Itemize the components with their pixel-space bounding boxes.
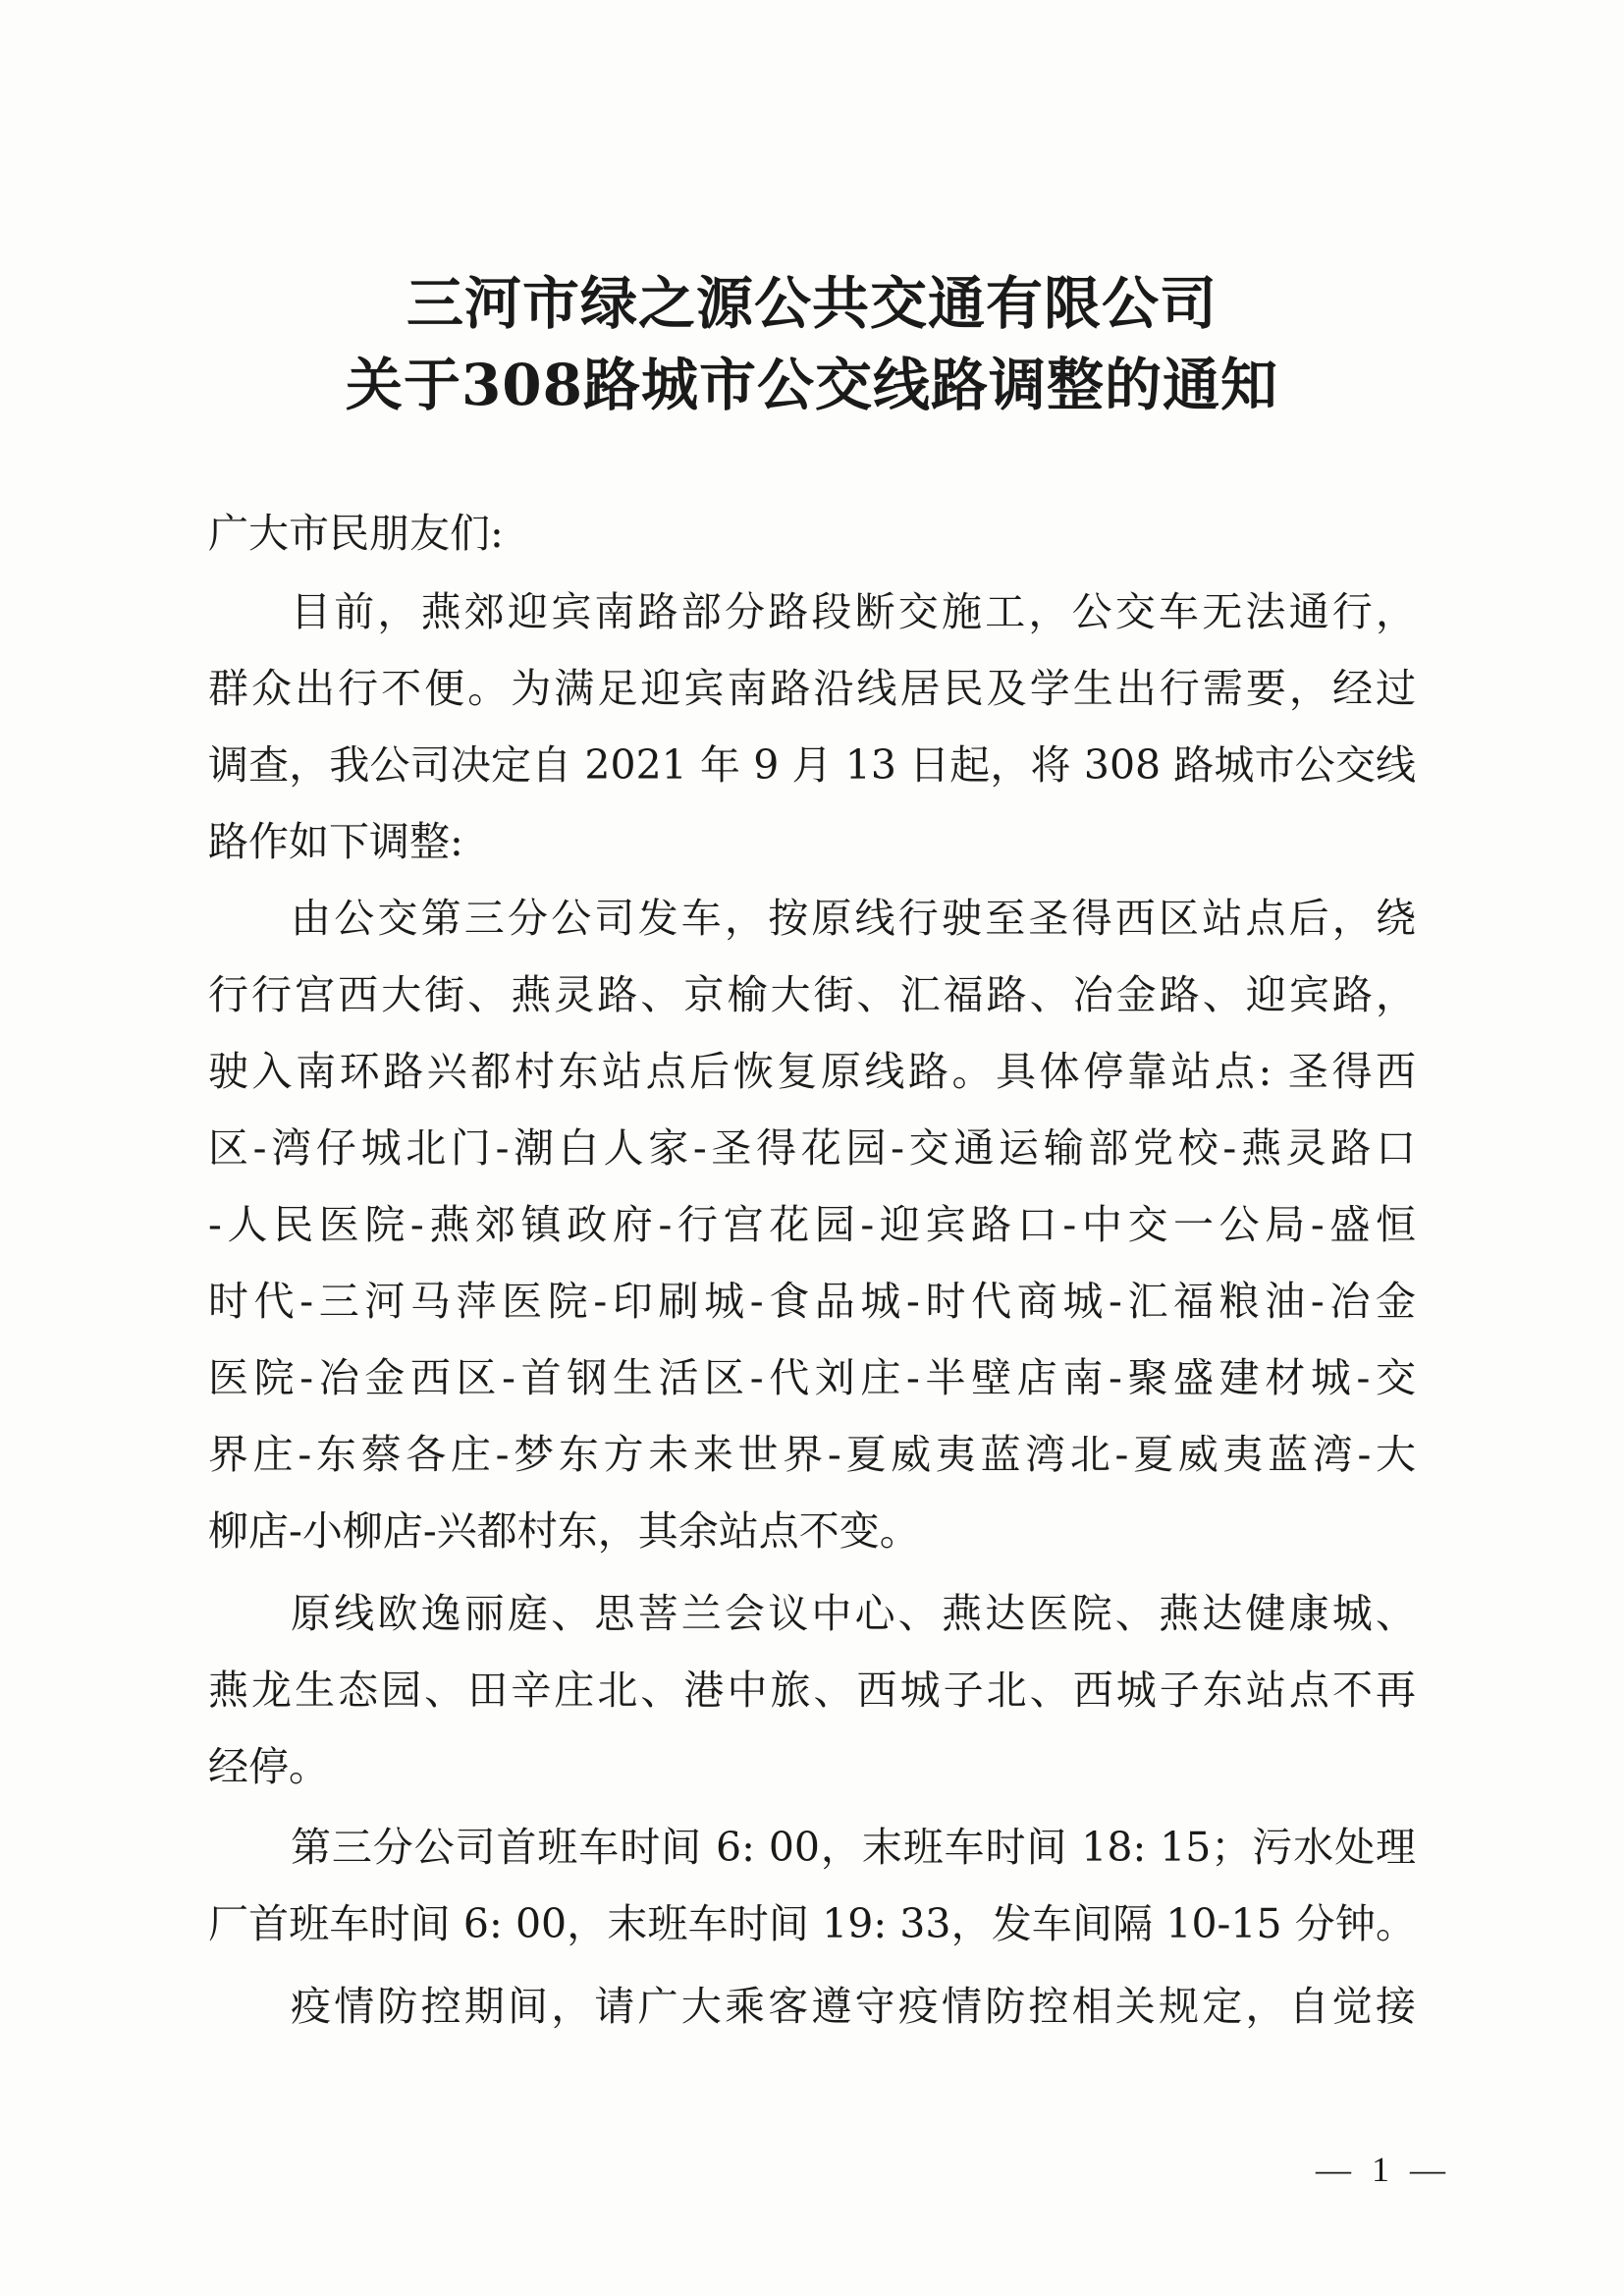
body-line: 驶入南环路兴都村东站点后恢复原线路。具体停靠站点: 圣得西 xyxy=(208,1048,1416,1095)
body-line: 界庄-东蔡各庄-梦东方未来世界-夏威夷蓝湾北-夏威夷蓝湾-大 xyxy=(208,1431,1416,1478)
salutation: 广大市民朋友们: xyxy=(208,510,504,557)
page-number: — 1 — xyxy=(1316,2150,1451,2189)
body-line: 第三分公司首班车时间 6: 00，末班车时间 18: 15；污水处理 xyxy=(291,1824,1416,1871)
document-title-line-1: 三河市绿之源公共交通有限公司 xyxy=(406,270,1218,337)
body-line: 疫情防控期间，请广大乘客遵守疫情防控相关规定，自觉接 xyxy=(291,1983,1416,2030)
body-line: 群众出行不便。为满足迎宾南路沿线居民及学生出行需要，经过 xyxy=(208,665,1416,712)
body-line: 调查，我公司决定自 2021 年 9 月 13 日起，将 308 路城市公交线 xyxy=(208,741,1416,789)
body-line: 区-湾仔城北门-潮白人家-圣得花园-交通运输部党校-燕灵路口 xyxy=(208,1124,1416,1172)
body-line: 燕龙生态园、田辛庄北、港中旅、西城子北、西城子东站点不再 xyxy=(208,1667,1416,1714)
body-line: 医院-冶金西区-首钢生活区-代刘庄-半壁店南-聚盛建材城-交 xyxy=(208,1354,1416,1401)
body-line: 时代-三河马萍医院-印刷城-食品城-时代商城-汇福粮油-冶金 xyxy=(208,1278,1416,1325)
body-line: -人民医院-燕郊镇政府-行宫花园-迎宾路口-中交一公局-盛恒 xyxy=(208,1201,1416,1248)
body-line: 目前，燕郊迎宾南路部分路段断交施工，公交车无法通行， xyxy=(291,588,1416,635)
body-line: 原线欧逸丽庭、思菩兰会议中心、燕达医院、燕达健康城、 xyxy=(291,1590,1416,1637)
body-line: 路作如下调整: xyxy=(208,818,463,865)
body-line: 由公交第三分公司发车，按原线行驶至圣得西区站点后，绕 xyxy=(291,895,1416,942)
body-line: 柳店-小柳店-兴都村东，其余站点不变。 xyxy=(208,1507,920,1555)
document-title-line-2: 关于308路城市公交线路调整的通知 xyxy=(345,352,1279,418)
body-line: 经停。 xyxy=(208,1743,329,1790)
body-line: 行行宫西大街、燕灵路、京榆大街、汇福路、冶金路、迎宾路， xyxy=(208,971,1416,1018)
body-line: 厂首班车时间 6: 00，末班车时间 19: 33，发车间隔 10-15 分钟。 xyxy=(208,1900,1416,1947)
